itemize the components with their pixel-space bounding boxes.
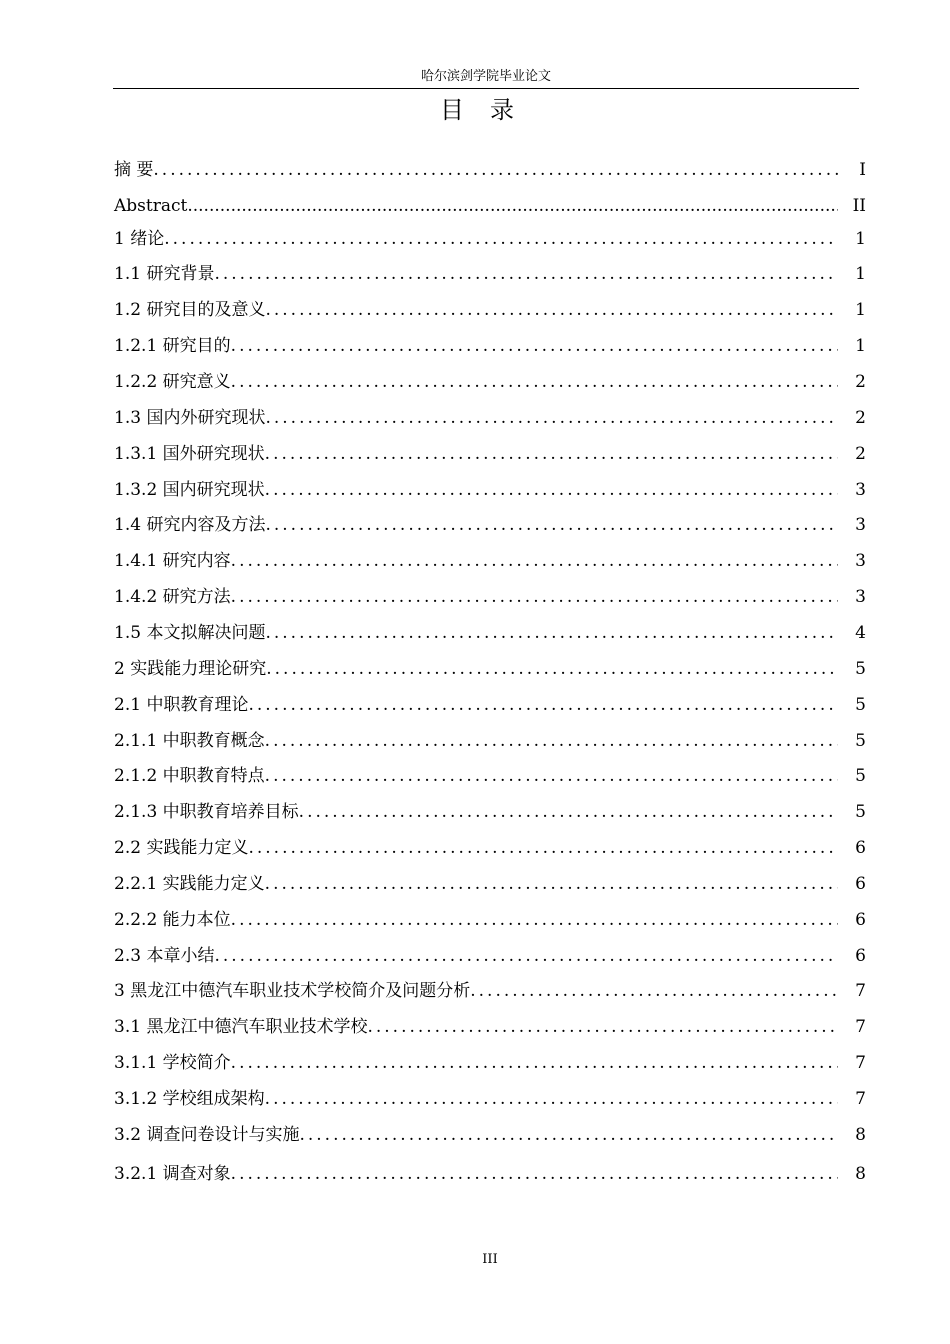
toc-entry-page: 7 xyxy=(855,981,866,1001)
toc-entry-label: 1.1 研究背景 xyxy=(114,264,215,284)
toc-entry-page: 3 xyxy=(855,587,866,607)
toc-leader-dots xyxy=(265,406,838,430)
toc-entry-page: 3 xyxy=(855,515,866,535)
toc-entry-page: 2 xyxy=(855,408,866,428)
toc-leader-dots xyxy=(265,513,838,537)
toc-leader-dots xyxy=(265,621,838,645)
toc-entry[interactable] xyxy=(114,830,866,860)
toc-entry-page: 8 xyxy=(855,1164,866,1184)
toc-entry-label: 3.2 调查问卷设计与实施 xyxy=(114,1125,300,1145)
toc-entry-label: 3 黑龙江中德汽车职业技术学校简介及问题分析 xyxy=(114,981,471,1001)
toc-entry-page: 5 xyxy=(855,695,866,715)
toc-entry[interactable] xyxy=(114,221,866,251)
toc-entry[interactable] xyxy=(114,292,866,322)
toc-entry-page: 3 xyxy=(855,480,866,500)
toc-entry-label: 3.2.1 调查对象 xyxy=(114,1164,231,1184)
toc-leader-dots xyxy=(231,585,838,609)
toc-leader-dots xyxy=(231,908,838,932)
toc-entry[interactable] xyxy=(114,651,866,681)
toc-entry[interactable] xyxy=(114,687,866,717)
toc-entry[interactable] xyxy=(114,152,866,182)
toc-leader-dots xyxy=(248,836,838,860)
toc-entry-label: 3.1.2 学校组成架构 xyxy=(114,1089,265,1109)
toc-entry-label: 1.5 本文拟解决问题 xyxy=(114,623,266,643)
toc-leader-dots xyxy=(265,298,838,322)
toc-entry[interactable] xyxy=(114,256,866,286)
toc-entry-label: 1.3 国内外研究现状 xyxy=(114,408,266,428)
toc-entry-page: 6 xyxy=(855,910,866,930)
toc-entry-page: 8 xyxy=(855,1125,866,1145)
toc-entry-page: 6 xyxy=(855,838,866,858)
toc-leader-dots xyxy=(231,1051,838,1075)
toc-entry-page: 4 xyxy=(855,623,866,643)
toc-entry-page: 7 xyxy=(855,1089,866,1109)
toc-entry-label: 2.3 本章小结 xyxy=(114,946,215,966)
toc-entry-page: 3 xyxy=(855,551,866,571)
running-header: 哈尔滨剑学院毕业论文 xyxy=(113,68,859,89)
toc-entry-label: 2.1.1 中职教育概念 xyxy=(114,731,265,751)
toc-entry-page: I xyxy=(859,160,866,180)
toc-entry[interactable] xyxy=(114,400,866,430)
toc-entry-page: 7 xyxy=(855,1053,866,1073)
toc-entry-page: 2 xyxy=(855,444,866,464)
toc-entry-label: 2.1.2 中职教育特点 xyxy=(114,766,265,786)
toc-entry[interactable] xyxy=(114,902,866,932)
toc-entry-page: 1 xyxy=(855,264,866,284)
toc-entry-label: 1 绪论 xyxy=(114,229,165,249)
toc-entry-label: 3.1.1 学校简介 xyxy=(114,1053,231,1073)
toc-leader-dots xyxy=(231,549,838,573)
toc-leader-dots xyxy=(248,693,838,717)
page-title: 目录 xyxy=(440,96,540,124)
toc-entry-label: 2 实践能力理论研究 xyxy=(114,659,267,679)
toc-entry-label: 3.1 黑龙江中德汽车职业技术学校 xyxy=(114,1017,368,1037)
toc-entry[interactable] xyxy=(114,1156,866,1186)
toc-entry-page: 7 xyxy=(855,1017,866,1037)
toc-entry[interactable] xyxy=(114,579,866,609)
toc-entry-label: 1.4.1 研究内容 xyxy=(114,551,231,571)
toc-entry-label: 2.2.2 能力本位 xyxy=(114,910,231,930)
toc-leader-dots xyxy=(214,944,838,968)
toc-entry[interactable] xyxy=(114,973,866,1003)
toc-entry[interactable] xyxy=(114,615,866,645)
toc-entry[interactable] xyxy=(114,507,866,537)
toc-entry[interactable] xyxy=(114,328,866,358)
toc-entry[interactable] xyxy=(114,436,866,466)
toc-entry-label: Abstract xyxy=(114,196,188,216)
page-number: III xyxy=(482,1252,498,1267)
toc-leader-dots xyxy=(265,872,838,896)
toc-entry-page: 6 xyxy=(855,874,866,894)
toc-leader-dots xyxy=(265,478,838,502)
toc-leader-dots xyxy=(265,764,838,788)
toc-leader-dots xyxy=(299,800,838,824)
toc-leader-dots xyxy=(187,194,838,218)
toc-entry-page: 1 xyxy=(855,229,866,249)
toc-entry[interactable] xyxy=(114,758,866,788)
toc-leader-dots xyxy=(299,1123,838,1147)
toc-entry-page: 6 xyxy=(855,946,866,966)
toc-entry-label: 1.2.1 研究目的 xyxy=(114,336,231,356)
toc-entry[interactable] xyxy=(114,472,866,502)
toc-entry[interactable] xyxy=(114,188,866,218)
toc-entry-label: 1.2 研究目的及意义 xyxy=(114,300,266,320)
toc-entry[interactable] xyxy=(114,723,866,753)
toc-entry[interactable] xyxy=(114,938,866,968)
toc-entry[interactable] xyxy=(114,1045,866,1075)
toc-leader-dots xyxy=(265,729,838,753)
toc-entry-page: 5 xyxy=(855,659,866,679)
toc-leader-dots xyxy=(231,334,838,358)
toc-entry[interactable] xyxy=(114,543,866,573)
toc-leader-dots xyxy=(470,979,838,1003)
toc-entry-label: 1.4.2 研究方法 xyxy=(114,587,231,607)
toc-entry-page: 5 xyxy=(855,731,866,751)
toc-entry-label: 2.1.3 中职教育培养目标 xyxy=(114,802,299,822)
toc-leader-dots xyxy=(164,227,838,251)
toc-leader-dots xyxy=(214,262,838,286)
toc-entry-page: 2 xyxy=(855,372,866,392)
toc-entry-page: 5 xyxy=(855,766,866,786)
toc-entry[interactable] xyxy=(114,1009,866,1039)
toc-entry[interactable] xyxy=(114,866,866,896)
toc-entry-label: 2.1 中职教育理论 xyxy=(114,695,249,715)
toc-leader-dots xyxy=(231,1162,838,1186)
toc-leader-dots xyxy=(153,158,838,182)
toc-entry-page: 1 xyxy=(855,336,866,356)
toc-entry-label: 1.3.2 国内研究现状 xyxy=(114,480,265,500)
toc-entry-page: 1 xyxy=(855,300,866,320)
toc-leader-dots xyxy=(266,657,838,681)
toc-leader-dots xyxy=(265,1087,838,1111)
toc-leader-dots xyxy=(367,1015,838,1039)
toc-entry[interactable] xyxy=(114,1081,866,1111)
toc-entry-label: 2.2.1 实践能力定义 xyxy=(114,874,265,894)
toc-entry-label: 1.2.2 研究意义 xyxy=(114,372,231,392)
toc-entry[interactable] xyxy=(114,364,866,394)
toc-entry[interactable] xyxy=(114,794,866,824)
toc-entry-label: 2.2 实践能力定义 xyxy=(114,838,249,858)
toc-entry-label: 1.3.1 国外研究现状 xyxy=(114,444,265,464)
toc-leader-dots xyxy=(265,442,838,466)
toc-entry-page: 5 xyxy=(855,802,866,822)
toc-entry-label: 1.4 研究内容及方法 xyxy=(114,515,266,535)
toc-leader-dots xyxy=(231,370,838,394)
toc-entry-label: 摘 要 xyxy=(114,160,154,180)
toc-entry-page: II xyxy=(852,196,866,216)
toc-entry[interactable] xyxy=(114,1117,866,1147)
